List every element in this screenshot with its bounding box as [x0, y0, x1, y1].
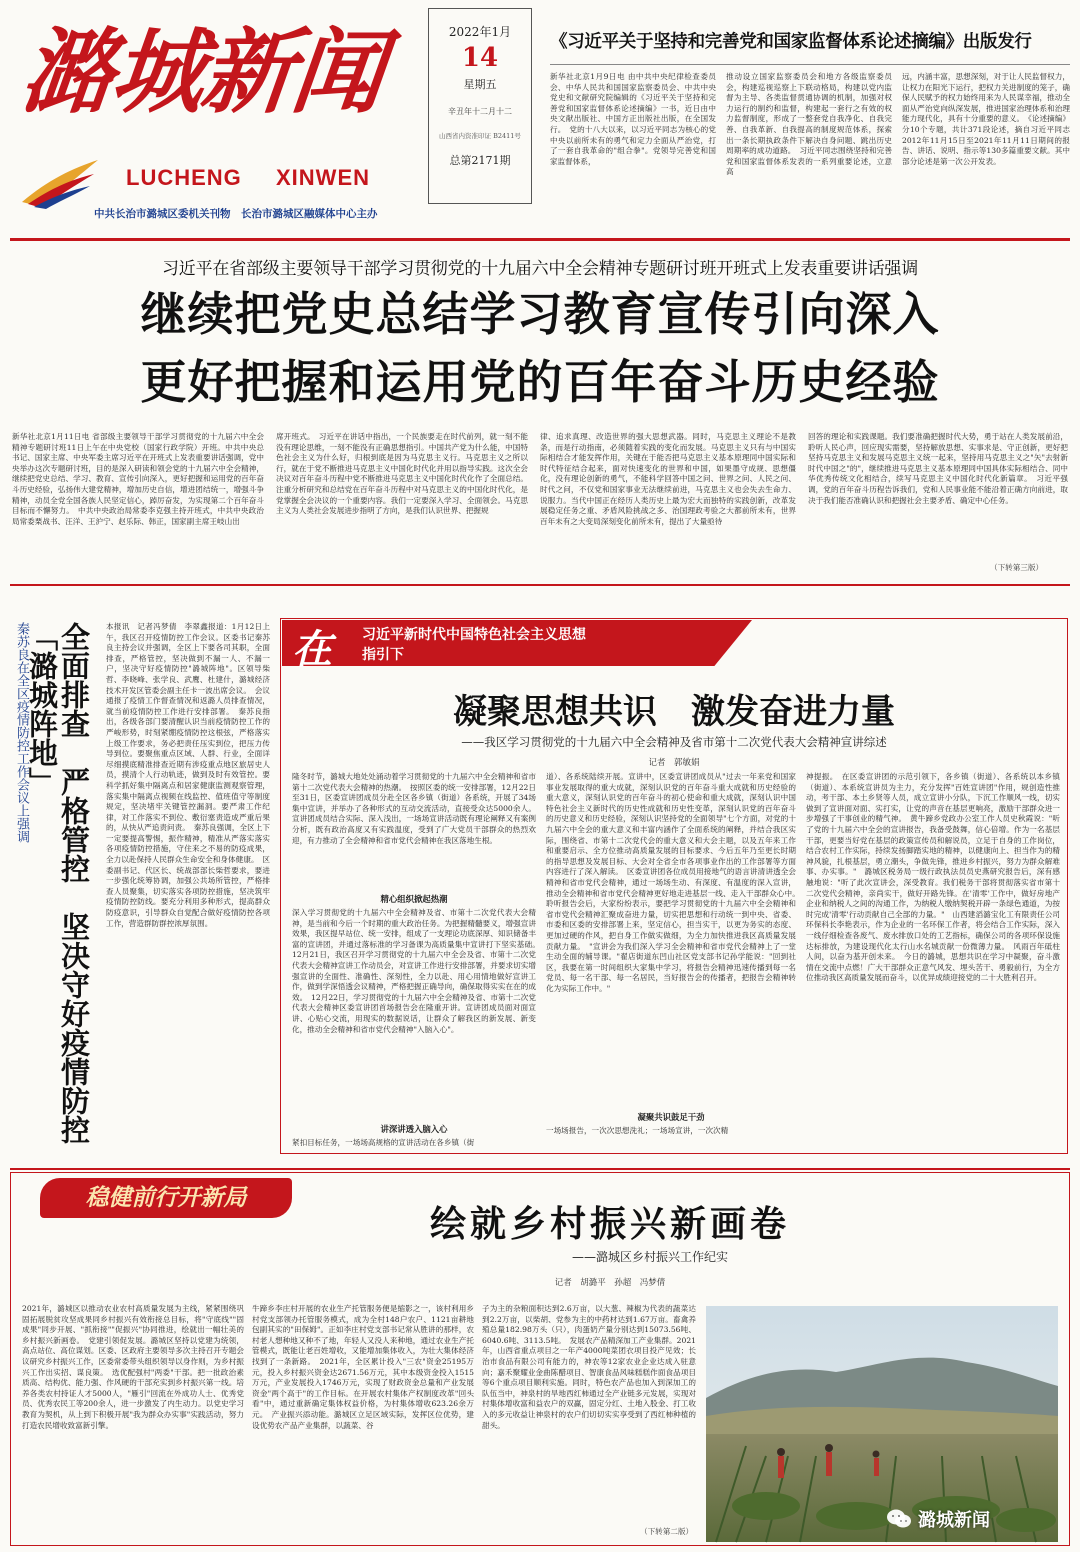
- feature-col2: 道）、各系统陆续开展。宣讲中，区委宣讲团成员从"过去一年来党和国家事业发展取得的重大成就，深刻认识党的百年奋斗重大成就和历史经验的重大意义，深刻认识党的百年奋斗的初心使命和重大成就，深刻认识中国特色社会主义新时代的历史性成就和历史性变革，深刻认识党的百年奋斗的历史意义和历史经验，深刻认识坚持党的全面领导"七个方面，对党的十九届六中全会的重大意义和丰富内涵作了全面系统的阐释，并结合我区实际，围绕省、市第十二次党代会的重大意义和大会主题，以及五年来工作和重要启示、全方位推动高质量发展的目标要求、今后五年乃至更长时期的指导思想及发展目标、大会对全省全市各项事业作出的工作部署等方面内容进行了深入解读。 区委宣讲团各位成员用接地气的语言讲清讲透全会精神和省市党代会精神，通过一场场生动、有深度、有温度的深入宣讲，推动全会精神和省市党代会精神更好地走进基层一线、走入干部群众心中。 聆听报告会后，大家纷纷表示，要把学习贯彻党的十九届六中全会精神和省市党代会精神汇聚成奋进力量，切实把思想和行动统一到中央、省委、市委和区委的安排部署上来，坚定信心，担当实干，以更为务实的态度、更加过硬的作风，把自身工作做实做细，为全力加快推进我区高质量发展贡献力量。 "宣讲会为我们深入学习全会精神和省市党代会精神上了一堂生动全面的辅导课。"翟店街道东凹山社区党支部书记孙学能说："回到社区，我要在第一时间组织大家集中学习，将报告会精神迅速传播到每一名党员、每一名干部、每一名居民，当好报告会的传播者，把报告会精神转化为实际工作中。": [546, 772, 804, 993]
- masthead-divider: [10, 238, 1070, 241]
- issue-number: 总第2171期: [449, 154, 511, 167]
- top-article-col1: 新华社北京1月9日电 由中共中央纪律检查委员会、中华人民共和国国家监察委员会、中共中央党史和文献研究院编辑的《习近平关于坚持和完善党和国家监督体系论述摘编》一书，近日由中央文献出版社、中国方正出版社出版，在全国发行。 党的十八大以来，以习近平同志为核心的党中央以前所未有的勇气和定力全面从严治党，打了一套自我革命的"组合拳"。党领导完善党和国家监督体系，: [550, 72, 716, 166]
- rural-col2: 牛蹄乡李庄村开展的农业生产托管服务便是缩影之一，该村利用乡村党支部领办托管服务模式，成为全村148户农户、1121亩耕地包副其实的"田保姆"。正如李庄村党支部书记常从胜讲的那样，农村老人想种地又种不了地，年轻人又没人来种地，通过农业生产托管模式，既能让老百姓增收，又能增加集体收入，为壮大集体经济找到了一条新路。 2021年，全区累计投入"三农"资金25195万元，投入乡村振兴资金达2671.56万元，其中本级资金投入1515万元，产业发展投入1746万元，实现了财政资金总量和产业发展资金"两个高于"的工作目标。在开展农村集体产权制度改革"回头看"中，通过重新确定集体权益价格，为村集体增收623.26余万元。 产业振兴添动能。潞城区立足区域实际，发挥区位优势，建设优势农产品产业集群，以蔬菜、谷: [252, 1304, 474, 1430]
- roman-left: LUCHENG: [126, 165, 242, 190]
- sponsor-line: 中共长治市潞城区委机关刊物 长治市潞城区融媒体中心主办: [94, 208, 378, 220]
- date-day: 14: [461, 43, 499, 73]
- lead-col1: 新华社北京1月11日电 省部级主要领导干部学习贯彻党的十九届六中全会精神专题研讨班11日上午在中央党校（国家行政学院）开班。中共中央总书记、国家主席、中央军委主席习近平在开班式上发表重要讲话强调，党中央举办这次专题研讨班，目的是深入研读和领会党的十九届六中全会精神，继续把党史总结、学习、教育、宣传引向深入，更好把握和运用党的百年奋斗历史经验，弘扬伟大建党精神，增加历史自信，增进团结统一，增强斗争精神，动员全党全国各族人民坚定信心，踔厉奋发，为实现第二个百年奋斗目标而不懈努力。 中共中央政治局常委李克强主持开班式，中共中央政治局常委栗战书、汪洋、王沪宁、赵乐际、韩正，国家副主席王岐山出: [12, 432, 264, 526]
- weekday: 星期五: [463, 78, 497, 91]
- feature-badge: 在: [292, 626, 332, 673]
- lead-col3: 律、追求真理、改造世界的强大思想武器。同时，马克思主义理论不是教条，而是行动指南，必须随着实践的变化而发展。马克思主义只有与中国实际相结合才能发挥作用，关键在于能否把马克思主义基本原理同中国实际和时代特征结合起来，面对快速变化的世界和中国，如果墨守成规、思想僵化，没有理论创新的勇气，不能科学回答中国之问、世界之问、人民之问、时代之问，不仅党和国家事业无法继续前进，马克思主义也会失去生命力、说服力。当代中国正在经历人类历史上最为宏大而独特的实践创新，改革发展稳定任务之重、矛盾风险挑战之多、治国理政考验之大都前所未有，世界百年未有之大变局深刻变化前所未有，提出了大量亟待: [540, 432, 796, 526]
- roman-right: XINWEN: [276, 165, 370, 190]
- feature-column-line2: 指引下: [362, 647, 404, 663]
- side-story-text: 本报讯 记者冯梦倩 李翠鑫报道：1月12日上午，我区召开疫情防控工作会议。区委书记秦苏良主持会议并强调，全区上下要各司其职，全面排查，严格管控，坚决做到不漏一人、不漏一户，坚决守好疫情防控"潞城阵地"。区领导柴哲、李晓峰、张学良、武鹰、杜建什，潞城经济技术开发区管委会副主任卡一波出席会议。 会议通报了疫情工作督查情况和返潞人员排查情况，就当前疫情防控工作进行安排部署。 秦苏良指出，各级各部门要清醒认识当前疫情防控工作的严峻形势，时刻紧绷疫情防控这根弦，严格落实上级工作要求，务必把责任压实到位，把压力传导到位。要聚焦重点区域、人群、行业，全面详尽细摸底精准排查近期有涉疫重点地区旅居史人员，摸清个人行动轨迹，做到及时有效管控。要科学抓好集中隔离点和居家健康监测观察管理，落实集中隔离点视频在线监控、值班值守等制度规定，坚决堵牢关键管控漏洞。要严肃工作纪律，对工作落实不到位、敷衍塞责造成严重后果的，从快从严追责问责。 秦苏良强调，全区上下一定要提高警惕，振作精神，精准从严落实落实各项疫情防控措施，守住来之不易的防疫成果，全力以赴保持人民群众生命安全和身体健康。 区委副书记、代区长、统战部部长柴哲要求，要进一步强化统筹协调，加强公共场所管控，严格排查人员聚集，切实落实各项防控措施，坚决筑牢疫情防控防线。要充分利用多种形式，提高群众防疫意识，引导群众自觉配合做好疫情防控各项工作，营造群防群控浓厚氛围。: [106, 622, 270, 928]
- lead-headline-1: 继续把党史总结学习教育宣传引向深入: [140, 287, 940, 341]
- feature-subtitle-1: 精心组织掀起热潮: [380, 894, 448, 904]
- lead-col4: 回答的理论和实践课题。我们要准确把握时代大势，勇于站在人类发展前沿，聆听人民心声，回应现实需要，坚持解放思想、实事求是、守正创新，更好把坚持马克思主义和发展马克思主义统一起来，坚持用马克思主义之"矢"去射新时代中国之"的"，继续推进马克思主义基本原理同中国具体实际相结合、同中华优秀传统文化相结合，续写马克思主义中国化时代化新篇章。 习近平强调，党的百年奋斗历程告诉我们，党和人民事业能不能沿着正确方向前进，取决于我们能否准确认识和把握社会主要矛盾、确定中心任务。: [808, 432, 1068, 505]
- rural-col3: 子为主的杂粮面积达到2.6万亩，以大葱、辣椒为代表的蔬菜达到2.2万亩，以柴胡、党参为主的中药材达到1.67万亩。畜禽养殖总量182.98万头（只），肉蛋奶产量分别达到15073.56吨、6040.6吨、3113.5吨。 发展农产品精深加工产业集群。2021年，山西省重点项目之一年产4000吨菜团衣项目投产见效；长治市食品有限公司有能力的，神农等12家农业企业达成入驻意向；嘉禾聚耀业金曲陈醋项目、智康食品风味糕糕作面食品项目等6个重点项目顺利实施。同时，特色农产品也加入到深加工的队伍当中，神泉村的旱地西红柿通过全产业链多元发展，实现对村集体增收富和益农户的双赢，固定分红、土地入股金、打工收入的多元收益让神泉村的农户们切切实实享受到了西红柿种植的甜头。: [482, 1304, 696, 1430]
- rural-byline: 记者 胡潞平 孙超 冯梦倩: [554, 1278, 666, 1288]
- feature-col1c: 紧扣目标任务，一场场高规格的宣讲活动在各乡镇（街: [292, 1138, 475, 1147]
- lead-divider: [10, 584, 1070, 586]
- lead-col2: 席开班式。 习近平在讲话中指出，一个民族要走在时代前列，就一刻不能没有理论思维，一刻不能没有正确思想指引。中国共产党为什么能，中国特色社会主义为什么好，归根到底是因为马克思主义行。马克思主义之所以行，就在于党不断推进马克思主义中国化时代化并用以指导实践。这次全会决议对百年奋斗历程中党不断推进马克思主义中国化时代化作了全面总结。注重分析研究和总结党在百年奋斗历程中对马克思主义的中国化时代化，是党掌握全会决议的一个重要内容。我们一定要深入学习、全面领会。马克思主义为人类社会发展进步指明了方向，是我们认识世界、把握规: [276, 432, 528, 516]
- rural-badge: 稳健前行开新局: [85, 1184, 247, 1211]
- side-kicker: 秦苏良在全区疫情防控工作会议上强调: [14, 622, 29, 843]
- rural-col1: 2021年，潞城区以推动农业农村高质量发展为主线，紧紧围绕巩固拓展脱贫攻坚成果同乡村振兴有效衔接总目标，将"守底线""固成果"同步开展、"抓衔接""促振兴"协同推进，绘就出一幅壮美的乡村振兴新画卷。 党建引领促发展。潞城区坚持以党建为统领，高点站位、高位谋划。区委、区政府主要领导多次主持召开专题会议研究乡村振兴工作，区委常委带头组织领导以身作则，为乡村振兴工作出实招、谋良策。 选优配强村"两委"干部。把一批政治素质高、结构优、能力强、作风硬的干部充实到乡村振兴第一线。培养各类农村持证人才5000人，"雁引"回流在外成功人士、优秀党员、优秀农民工等200余人，进一步激发了内生动力。以党史学习教育为契机，从上到下积极开展"我为群众办实事"实践活动，努力打造农民增收致富新引擎。: [22, 1304, 244, 1430]
- side-headline: 全面排查 严格管控 坚决守好疫情防控「潞城阵地」: [25, 622, 91, 1144]
- top-article-rule: [550, 64, 1070, 65]
- lead-continued: （下转第三版）: [990, 563, 1044, 572]
- rural-headline: 绘就乡村振兴新画卷: [429, 1204, 790, 1245]
- feature-subtitle-2: 讲深讲透入脑入心: [380, 1124, 448, 1134]
- wing-logo-icon: [18, 150, 100, 210]
- top-article-headline: 《习近平关于坚持和完善党和国家监督体系论述摘编》出版发行: [550, 32, 1032, 52]
- feature-subhead: ——我区学习贯彻党的十九届六中全会精神及省市第十二次党代表大会精神宣讲综述: [461, 735, 887, 749]
- watermark-box: [886, 1502, 1056, 1536]
- feature-headline: 凝聚思想共识 激发奋进力量: [453, 692, 895, 732]
- wechat-icon: [886, 1508, 912, 1530]
- permit: 山西省内资准印证 B2411号: [439, 132, 521, 140]
- feature-divider: [10, 1168, 1070, 1170]
- watermark-text: 潞城新闻: [918, 1510, 990, 1531]
- masthead: [0, 0, 1080, 238]
- feature-column-line1: 习近平新时代中国特色社会主义思想: [362, 627, 586, 643]
- lead-headline-2: 更好把握和运用党的百年奋斗历史经验: [140, 355, 940, 409]
- feature-col2-wrap: [546, 772, 804, 1148]
- top-article-col2: 推动设立国家监察委员会和地方各级监察委员会，构建巡视巡察上下联动格局，构建以党内监督为主导、各类监督贯通协调的机制，加强对权力运行的制约和监督，构建起一套行之有效的权力监督制度，形成了一整套党自我净化、自我完善、自我革新、自我提高的制度规范体系，探索出一条长期执政条件下解决自身问题、跳出历史周期率的成功道路。 习近平同志围绕坚持和完善党和国家监督体系发表的一系列重要论述，立意高: [726, 72, 892, 177]
- date-box: [428, 8, 532, 204]
- feature-col3: 神提振。 在区委宣讲团的示范引领下，各乡镇（街道）、各系统以本乡镇（街道）、本系统宣讲员为主力，充分发挥"百姓宣讲团"作用，规创造性推动，考干部、本土乡贤等人员，成立宣讲小分队，下沉工作顺风一线，切实做到了宣讲面对面、实打实，让党的声音在基层更响亮，激励干部群众进一步增强了干事创业的精气神。 黄牛蹄乡党政办公室工作人员史秋霞说："听了党的十九届六中全会的宣讲报告，我备受鼓舞，信心倍增。作为一名基层干部，更要当好党在基层的政策宣传员和解说员，立足于自身的工作岗位，结合农村工作实际，持续发扬脚踏实地的精神，以健康向上、担当作为的精神风貌，扎根基层，勇立潮头，争做先锋，推进乡村振兴，努力为群众解难事、办实事。" 潞城区税务局一级行政执法员员史燕研究报告后，深有感触地说："听了此次宣讲会，深受教育。我们税务干部将贯彻落实省市第十二次党代会精神，亲尚实干，做好开路先锋。在'清零'工作中，做好房地产企业和纳税人之间的沟通工作，为纳税人缴纳契税开辟一条绿色通道，为按时完成'清零'行动贡献自己全部的力量。" 山西建滔潞宝化工有限责任公司环保科长李艳表示，作为企业的一名环保工作者，将会结合工作实际，深入一线仔细检查各废气、废水排放口处的工艺指标，确保公司的各项环保设施达标排放，为建设现代化太行山水名城贡献一份微薄力量。 风雨百年砥柱人间，以奋为基开创未来。 今日的潞城，思想共识在学习中凝聚，奋斗激情在交流中点燃！广大干部群众正意气风发、埋头苦干、勇毅前行，为全方位推动我区高质量发展而奋斗，以优异成绩迎接党的二十大胜利召开。: [806, 772, 1060, 983]
- rural-subhead: ——潞城区乡村振兴工作纪实: [571, 1250, 728, 1264]
- rural-continued: （下转第二版）: [640, 1527, 694, 1536]
- feature-col1-wrap: [292, 772, 544, 1148]
- date-label: 2022年1月: [448, 25, 512, 39]
- top-article-col3: 远，内涵丰富，思想深刻，对于让人民监督权力，让权力在阳光下运行，把权力关进制度的笼子，确保人民赋予的权力始终用来为人民谋幸福，推动全面从严治党向纵深发展，推进国家治理体系和治理能力现代化，具有十分重要的意义。 《论述摘编》分10个专题，共计371段论述，摘自习近平同志2012年11月15日至2021年11月11日期间的报告、讲话、说明、指示等130多篇重要文献。其中部分论述是第一次公开发表。: [902, 72, 1070, 166]
- feature-col1: 隆冬时节，潞城大地处处涌动着学习贯彻党的十九届六中全会精神和省市第十二次党代表大会精神的热潮。 按照区委的统一安排部署，12月22日至31日，区委宣讲团成员分赴全区各乡镇（街道）各系统，开展了34场集中宣讲，并举办了各种形式的互动交流活动，直接受众达5000余人。宣讲团成员结合实际、深入浅出，一场场宣讲活动既有理论阐释又有案例分析，既有政治高度又有实践温度，受到了广大党员干部群众的热烈欢迎，有力推动了全会精神和省市党代会精神在我区落地生根。: [292, 772, 536, 845]
- feature-subtitle-3: 凝聚共识鼓足干劲: [637, 1112, 705, 1122]
- masthead-title: 潞城新闻: [16, 18, 388, 126]
- feature-col1b: 深入学习贯彻党的十九届六中全会精神及省、市第十二次党代表大会精神，是当前和今后一个时期的重大政治任务。为把握精髓要义，增强宣讲效果，我区提早站位、统一安排，组成了一支理论功底深厚、知识储备丰富的宣讲团，并通过落标准的学习备课为高质量集中宣讲打下坚实基础。 12月21日，我区召开学习贯彻党的十九届六中全会及省、市第十二次党代表大会精神宣讲工作动员会，对宣讲工作进行安排部署，并要求切实增强宣讲的全面性、准确性、深刻性，全力以赴、用心用情地做好宣讲工作，做到学深悟透会议精神，严格把握正确导向，确保取得实实在在的成效。 12月22日，学习贯彻党的十九届六中全会精神及省、市第十二次党代表大会精神区委宣讲团首场报告会在隆重开讲。宣讲团成员面对面宣讲、心贴心交流，用现实的数据说话，让群众了解我区的新发展、新变化，推动全会精神和省市党代会精神"入脑入心"。: [292, 908, 544, 1034]
- feature-byline: 记者 郭敏娟: [648, 758, 700, 768]
- feature-col2b: 一场场报告，一次次思想洗礼；一场场宣讲，一次次精: [546, 1126, 729, 1135]
- lead-kicker: 习近平在省部级主要领导干部学习贯彻党的十九届六中全会精神专题研讨班开班式上发表重要讲话强调: [162, 259, 918, 279]
- lunar-date: 辛丑年十二月十二: [448, 107, 512, 116]
